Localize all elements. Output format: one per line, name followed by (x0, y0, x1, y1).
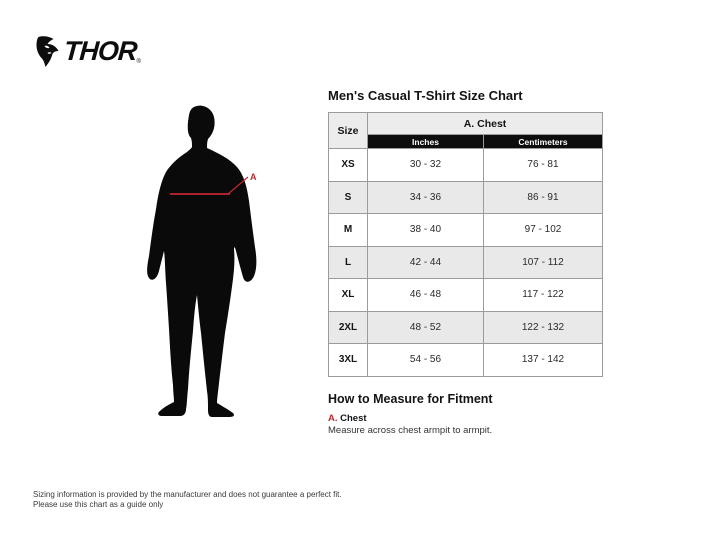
size-label: M (329, 214, 368, 247)
measure-item-description: Measure across chest armpit to armpit. (328, 425, 493, 436)
centimeters-value: 107 - 112 (484, 246, 603, 279)
disclaimer-line-1: Sizing information is provided by the manufacturer and does not guarantee a perfect fit. (33, 490, 342, 499)
inches-value: 38 - 40 (368, 214, 484, 247)
registered-mark: ® (136, 59, 141, 65)
measure-item-letter: A. (328, 413, 338, 424)
table-row (329, 344, 603, 377)
male-silhouette-graphic (125, 105, 275, 425)
centimeters-value: 117 - 122 (484, 279, 603, 312)
centimeters-value: 137 - 142 (484, 344, 603, 377)
chest-marker-label: A (250, 172, 257, 182)
measure-item-name: Chest (340, 413, 367, 424)
table-row (329, 246, 603, 279)
measure-item-label (328, 413, 492, 425)
centimeters-value: 97 - 102 (484, 214, 603, 247)
inches-value: 30 - 32 (368, 149, 484, 182)
centimeters-value: 76 - 81 (484, 149, 603, 182)
brand-logo (35, 36, 141, 68)
size-label: L (329, 246, 368, 279)
table-header-row (329, 113, 603, 135)
size-column-header: Size (329, 113, 368, 149)
table-unit-header-row (329, 135, 603, 149)
size-label: 2XL (329, 311, 368, 344)
chest-column-header: A. Chest (368, 113, 603, 135)
size-label: S (329, 181, 368, 214)
size-label: XS (329, 149, 368, 182)
table-row (329, 311, 603, 344)
centimeters-value: 122 - 132 (484, 311, 603, 344)
table-row (329, 149, 603, 182)
inches-value: 48 - 52 (368, 311, 484, 344)
brand-logo-text: THOR (62, 36, 138, 66)
inches-value: 54 - 56 (368, 344, 484, 377)
measure-item-chest (328, 413, 492, 437)
centimeters-value: 86 - 91 (484, 181, 603, 214)
inches-value: 46 - 48 (368, 279, 484, 312)
size-label: XL (329, 279, 368, 312)
thor-head-icon (35, 36, 61, 68)
howto-heading: How to Measure for Fitment (328, 392, 493, 406)
table-row (329, 181, 603, 214)
size-chart-title: Men's Casual T-Shirt Size Chart (328, 88, 523, 103)
table-row (329, 214, 603, 247)
centimeters-header: Centimeters (484, 135, 603, 149)
disclaimer-note (33, 490, 342, 509)
inches-value: 42 - 44 (368, 246, 484, 279)
inches-value: 34 - 36 (368, 181, 484, 214)
inches-header: Inches (368, 135, 484, 149)
body-silhouette-figure (125, 105, 275, 425)
table-row (329, 279, 603, 312)
size-label: 3XL (329, 344, 368, 377)
size-table (328, 112, 603, 377)
disclaimer-line-2: Please use this chart as a guide only (33, 499, 164, 509)
